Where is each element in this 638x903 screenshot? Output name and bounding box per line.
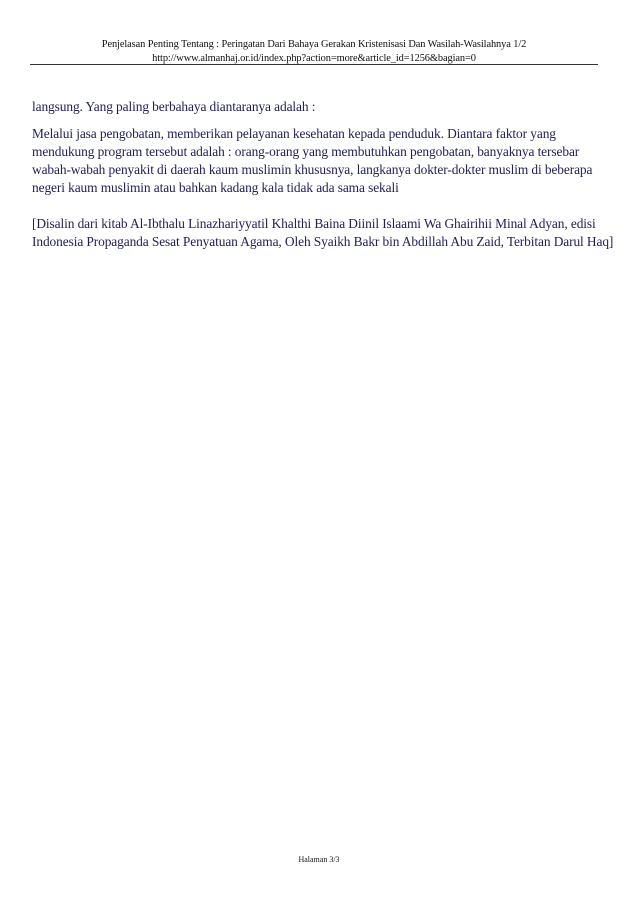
page-header xyxy=(30,38,598,66)
citation xyxy=(32,215,614,251)
paragraph-medical-service xyxy=(32,125,607,197)
paragraph-line: mendukung program tersebut adalah : orang-orang yang membutuhkan pengobatan, banyaknya tersebar xyxy=(32,144,580,159)
page-number: Halaman 3/3 xyxy=(298,855,340,864)
document-body xyxy=(32,98,614,251)
paragraph-intro xyxy=(32,98,607,116)
paragraph-line: Melalui jasa pengobatan, memberikan pelayanan kesehatan kepada penduduk. Diantara faktor yang xyxy=(32,126,556,141)
page-footer xyxy=(0,855,638,865)
header-url: http://www.almanhaj.or.id/index.php?action=more&article_id=1256&bagian=0 xyxy=(152,53,476,64)
paragraph-line: langsung. Yang paling berbahaya diantaranya adalah : xyxy=(32,99,316,114)
paragraph-line: wabah-wabah penyakit di daerah kaum muslimin khususnya, langkanya dokter-dokter muslim di beberapa xyxy=(32,162,593,177)
paragraph-line: negeri kaum muslimin atau bahkan kadang kala tidak ada sama sekali xyxy=(32,180,399,195)
citation-line: [Disalin dari kitab Al-Ibthalu Linazhariyyatil Khalthi Baina Diinil Islaami Wa Ghairihii Minal Adyan, edisi xyxy=(32,216,596,231)
citation-line: Indonesia Propaganda Sesat Penyatuan Agama, Oleh Syaikh Bakr bin Abdillah Abu Zaid, Terbitan Darul Haq] xyxy=(32,234,614,249)
header-divider xyxy=(30,64,598,65)
header-title: Penjelasan Penting Tentang : Peringatan Dari Bahaya Gerakan Kristenisasi Dan Wasilah-Wasilahnya 1/2 xyxy=(101,39,527,50)
